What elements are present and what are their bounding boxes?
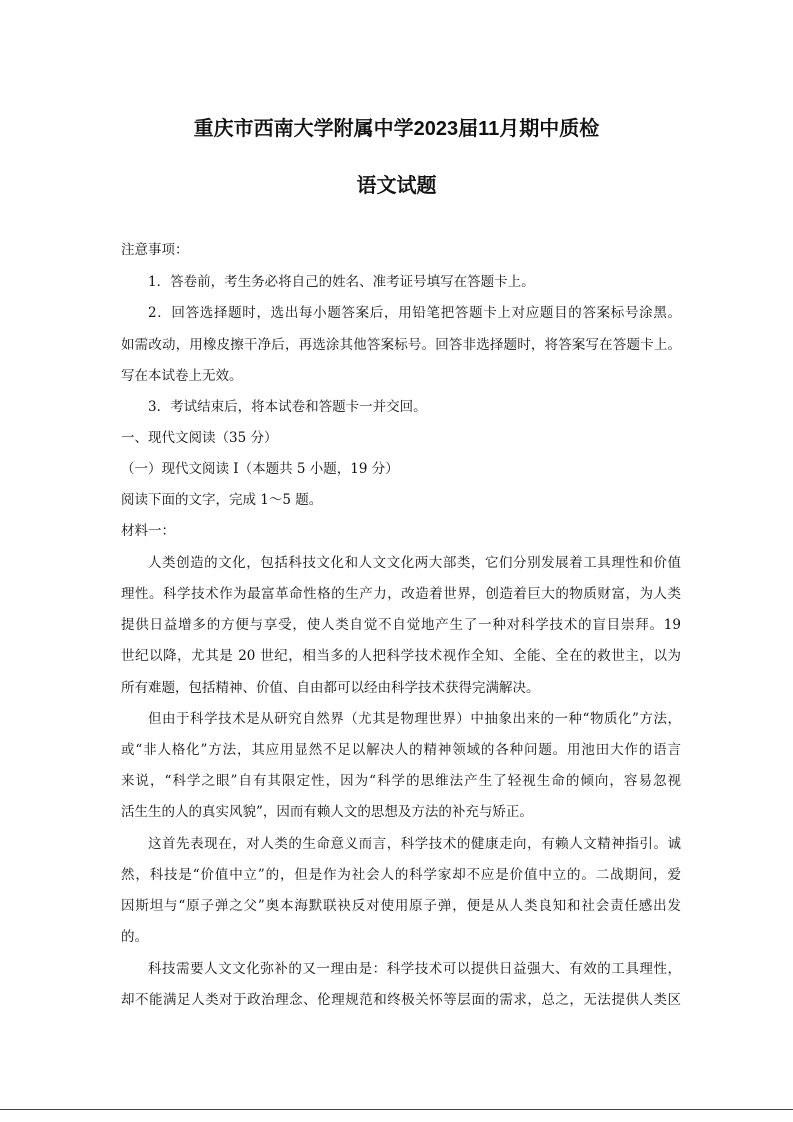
notice-heading: 注意事项： [121,242,189,258]
paragraph-line: 这首先表现在，对人类的生命意义而言，科学技术的健康走向，有赖人文精神指引。诚 [148,836,681,852]
paragraph-line: 来说，“科学之眼”自有其限定性，因为“科学的思维法产生了轻视生命的倾向，容易忽视 [121,773,681,789]
notice-item-cont: 如需改动，用橡皮擦干净后，再选涂其他答案标号。回答非选择题时，将答案写在答题卡上。 [121,337,681,353]
paragraph-line: 理性。科学技术作为最富革命性格的生产力，改造着世界，创造着巨大的物质财富，为人类 [121,586,681,602]
document-title: 重庆市西南大学附属中学2023届11月期中质检 [193,118,600,140]
document-subtitle: 语文试题 [356,175,437,197]
paragraph-line: 科技需要人文文化弥补的又一理由是：科学技术可以提供日益强大、有效的工具理性， [148,961,681,977]
paragraph-line: 却不能满足人类对于政治理念、伦理规范和终极关怀等层面的需求，总之，无法提供人类区 [121,992,681,1008]
notice-item: 2．回答选择题时，选出每小题答案后，用铅笔把答题卡上对应题目的答案标号涂黑。 [148,305,681,321]
paragraph-line: 提供日益增多的方便与享受，使人类自觉不自觉地产生了一种对科学技术的盲目崇拜。19 [121,617,681,633]
notice-item: 3．考试结束后，将本试卷和答题卡一并交回。 [148,399,427,415]
instruction: 阅读下面的文字，完成 1～5 题。 [121,492,323,508]
subsection-heading: （一）现代文阅读 I（本题共 5 小题，19 分） [121,461,399,477]
paragraph-line: 的。 [121,929,148,945]
paragraph-line: 活生生的人的真实风貌”，因而有赖人文的思想及方法的补充与矫正。 [121,804,533,820]
paragraph-line: 所有难题，包括精神、价值、自由都可以经由科学技术获得完满解决。 [121,680,540,696]
paragraph-line: 但由于科学技术是从研究自然界（尤其是物理世界）中抽象出来的一种“物质化”方法， [148,711,681,727]
paragraph-line: 人类创造的文化，包括科技文化和人文文化两大部类，它们分别发展着工具理性和价值 [148,555,681,571]
notice-item: 1．答卷前，考生务必将自己的姓名、准考证号填写在答题卡上。 [148,274,535,290]
paragraph-line: 世纪以降，尤其是 20 世纪，相当多的人把科学技术视作全知、全能、全在的救世主，以为 [121,648,681,664]
page-bottom-rule [0,1109,793,1110]
paragraph-line: 因斯坦与“原子弹之父”奥本海默联袂反对使用原子弹，便是从人类良知和社会责任感出发 [121,898,681,914]
section-heading: 一、现代文阅读（35 分） [121,430,278,446]
paragraph-line: 或“非人格化”方法，其应用显然不足以解决人的精神领域的各种问题。用池田大作的语言 [121,742,681,758]
paragraph-line: 然，科技是“价值中立”的，但是作为社会人的科学家却不应是价值中立的。二战期间，爱 [121,867,681,883]
notice-item-cont: 写在本试卷上无效。 [121,368,243,384]
material-label: 材料一： [121,523,175,539]
